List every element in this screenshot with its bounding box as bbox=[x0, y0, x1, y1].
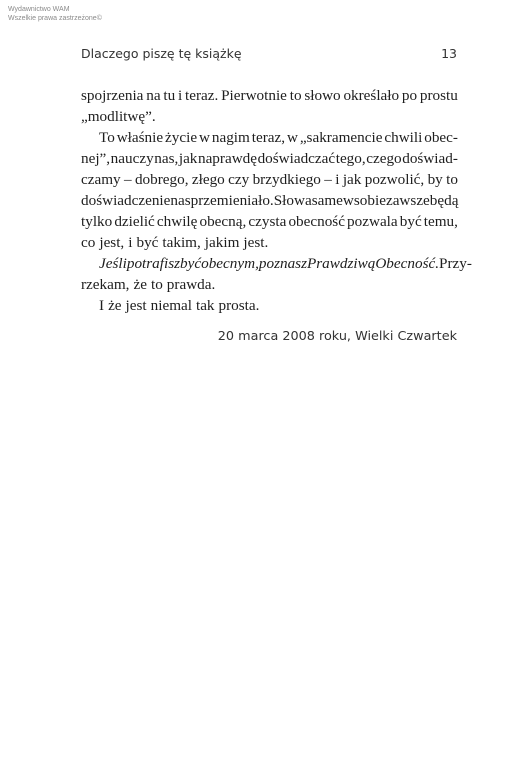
text-word: – bbox=[124, 171, 132, 188]
text-word: jak bbox=[342, 171, 362, 188]
text-word: co bbox=[81, 234, 96, 251]
text-word: to bbox=[446, 171, 458, 188]
text-word: że bbox=[108, 297, 122, 314]
text-word: „modlitwę”. bbox=[81, 108, 156, 125]
text-word: To bbox=[99, 129, 115, 146]
text-word: tylko bbox=[81, 213, 113, 230]
text-line bbox=[81, 85, 458, 106]
watermark bbox=[8, 6, 102, 23]
text-word: nagim bbox=[211, 129, 250, 146]
text-word: na bbox=[146, 87, 161, 104]
text-word: słowo bbox=[304, 87, 341, 104]
text-word: I bbox=[99, 297, 105, 314]
text-line bbox=[81, 106, 458, 127]
text-word: naprawdę bbox=[197, 150, 257, 167]
text-word: jest, bbox=[99, 234, 125, 251]
text-word: tu bbox=[163, 87, 176, 104]
text-word: w bbox=[198, 129, 210, 146]
text-word: same bbox=[311, 192, 343, 209]
text-line bbox=[81, 127, 458, 148]
text-word: określało bbox=[343, 87, 400, 104]
text-word: „sakramencie bbox=[299, 129, 383, 146]
text-word: pozwala bbox=[347, 213, 398, 230]
text-word: dzielić bbox=[114, 213, 155, 230]
text-word: i bbox=[177, 87, 183, 104]
text-word: tak bbox=[195, 297, 215, 314]
text-word: będą bbox=[429, 192, 459, 209]
text-line bbox=[81, 190, 458, 211]
text-word: właśnie bbox=[116, 129, 164, 146]
text-word: nauczy bbox=[110, 150, 154, 167]
text-word: obecnym, bbox=[201, 255, 259, 272]
text-word: złego bbox=[191, 171, 225, 188]
text-word: tego, bbox=[335, 150, 366, 167]
text-word: dobrego, bbox=[134, 171, 189, 188]
text-word: doświadczać bbox=[257, 150, 336, 167]
text-word: jakim bbox=[204, 234, 240, 251]
text-word: Jeśli bbox=[99, 255, 127, 272]
watermark-publisher: Wydawnictwo WAM bbox=[8, 6, 70, 13]
text-word: i bbox=[335, 171, 340, 188]
text-word: czamy bbox=[81, 171, 121, 188]
text-word: to bbox=[289, 87, 302, 104]
text-word: zawsze bbox=[385, 192, 430, 209]
text-word: doświad- bbox=[402, 150, 458, 167]
text-word: być bbox=[180, 255, 202, 272]
text-word: chwilę bbox=[156, 213, 198, 230]
text-word: czy bbox=[228, 171, 250, 188]
text-word: obecność bbox=[288, 213, 345, 230]
text-word: temu, bbox=[423, 213, 458, 230]
text-word: sobie bbox=[353, 192, 386, 209]
text-word: prostu bbox=[419, 87, 458, 104]
chapter-title: Dlaczego piszę tę książkę bbox=[81, 46, 242, 61]
text-word: Prawdziwą bbox=[306, 255, 376, 272]
text-word: by bbox=[427, 171, 443, 188]
text-word: teraz. bbox=[185, 87, 219, 104]
text-word: takim, bbox=[162, 234, 201, 251]
text-word: teraz, bbox=[251, 129, 286, 146]
text-word: w bbox=[342, 192, 354, 209]
text-word: Pierwotnie bbox=[221, 87, 287, 104]
text-line bbox=[81, 148, 458, 169]
text-word: życie bbox=[165, 129, 198, 146]
text-line bbox=[81, 232, 458, 253]
text-word: czysta bbox=[248, 213, 287, 230]
text-word: nej”, bbox=[81, 150, 111, 167]
text-line bbox=[81, 253, 472, 274]
text-word: jest. bbox=[243, 234, 269, 251]
text-word: obecną, bbox=[199, 213, 247, 230]
text-word: przemieniało. bbox=[190, 192, 274, 209]
text-word: niemal bbox=[150, 297, 192, 314]
text-line bbox=[81, 169, 458, 190]
text-word: nas bbox=[170, 192, 191, 209]
running-head bbox=[81, 46, 457, 61]
text-word: Słowa bbox=[273, 192, 312, 209]
text-line bbox=[81, 295, 458, 316]
text-word: to bbox=[150, 276, 163, 293]
page-number: 13 bbox=[441, 46, 457, 61]
text-word: i bbox=[128, 234, 133, 251]
body-text bbox=[81, 85, 472, 316]
text-word: prawda. bbox=[166, 276, 216, 293]
text-word: czego bbox=[366, 150, 402, 167]
text-word: Obecność. bbox=[375, 255, 440, 272]
text-word: brzydkiego bbox=[252, 171, 321, 188]
text-word: Przy- bbox=[439, 255, 472, 272]
text-word: rzekam, bbox=[81, 276, 130, 293]
text-line bbox=[81, 274, 458, 295]
text-word: że bbox=[133, 276, 147, 293]
text-line bbox=[81, 211, 458, 232]
text-word: doświadczenie bbox=[81, 192, 171, 209]
text-word: chwili bbox=[384, 129, 423, 146]
signature-date: 20 marca 2008 roku, Wielki Czwartek bbox=[217, 329, 457, 344]
text-word: potrafisz bbox=[126, 255, 181, 272]
text-word: być bbox=[399, 213, 422, 230]
text-word: po bbox=[401, 87, 418, 104]
text-word: jest bbox=[125, 297, 147, 314]
text-word: poznasz bbox=[258, 255, 307, 272]
text-word: spojrzenia bbox=[81, 87, 144, 104]
text-word: obec- bbox=[424, 129, 458, 146]
watermark-copyright: Wszelkie prawa zastrzeżone© bbox=[8, 14, 102, 22]
text-word: nas, bbox=[154, 150, 179, 167]
text-word: w bbox=[286, 129, 298, 146]
text-word: prosta. bbox=[218, 297, 260, 314]
text-word: pozwolić, bbox=[364, 171, 425, 188]
text-word: jak bbox=[178, 150, 198, 167]
text-word: – bbox=[324, 171, 332, 188]
text-word: być bbox=[136, 234, 159, 251]
